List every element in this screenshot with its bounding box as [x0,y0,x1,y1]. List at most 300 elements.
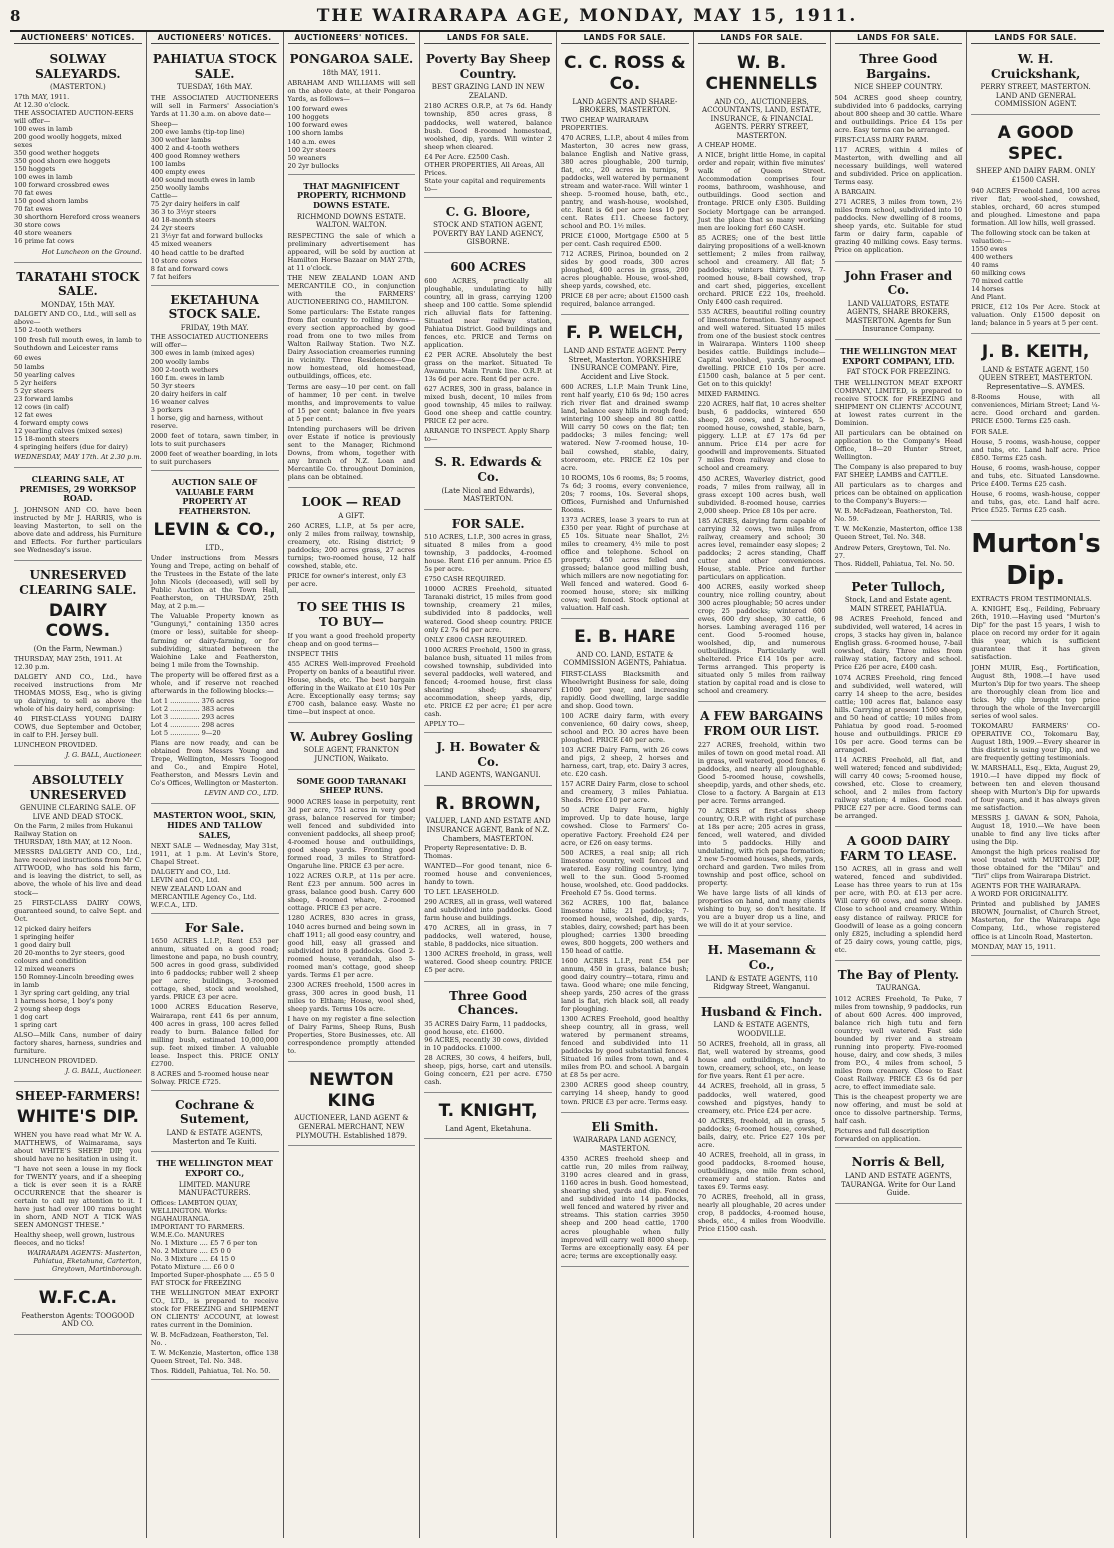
ad-heading: A GOOD SPEC. [997,122,1074,164]
ad-heading: Three Good Chances. [449,988,528,1018]
ad-subheading: (Late Nicol and Edwards), MASTERTON. [441,486,535,504]
ad-heading: PONGAROA SALE. [289,52,414,67]
advertisement [424,984,552,1094]
advertisement [424,735,552,786]
ad-text-line: 15 18-month steers [14,434,79,443]
ad-text-line: 1 harness horse, 1 boy's pony [14,996,114,1005]
ad-text-line: Terms are easy—10 per cent. on fall of hammer, 10 per cent. in twelve months, and improvements to value of 15 per cent; balance in five years at 5 per cent. [287,382,416,423]
ad-text-line: 200 good woolly hoggets, mixed sexes [14,133,122,150]
ad-text-line: MONDAY, MAY 15, 1911. [971,942,1056,951]
ad-subheading: VALUER, LAND AND ESTATE AND INSURANCE AGENT, Bank of N.Z. Chambers, MASTERTON. [425,817,551,843]
ad-subheading: PERRY STREET, MASTERTON. LAND AND GENERAL COMMISSION AGENT. [980,83,1091,109]
ad-text-line: 504 ACRES good sheep country, subdivided into 6 paddocks, carrying about 800 sheep and 30 cattle. Whare and outbuildings. Price £4 15s per acre. Easy terms can be arranged. [834,93,963,135]
ad-subheading: WAIRARAPA LAND AGENCY, MASTERTON. [573,1136,677,1153]
ad-text-line: IMPORTANT TO FARMERS. W.M.E.Co. MANURES [150,1222,245,1239]
advertisement [288,490,416,593]
ad-text-line: 1 horse, gig and harness, without reserve. [150,413,263,430]
column-header: LANDS FOR SALE. [561,33,689,44]
advertisement [288,595,416,723]
ad-text-line: £750 CASH REQUIRED. [424,575,506,584]
ad-text-line: THURSDAY, MAY 25th, 1911. At 12.30 p.m. [14,654,123,671]
ad-text-line: 35 ACRES Dairy Farm, 11 paddocks, good house, etc. £1600. [424,1019,548,1036]
advertisement [424,512,552,733]
advertisement [971,47,1100,115]
ad-text-line: 200 ewe lambs (tip-top line) [150,128,245,137]
ad-text-line: 1 3yr spring cart gelding, any trial [14,988,130,997]
ad-text-line: 220 ACRES, half flat, 10 acres shelter bush, 6 paddocks, wintered 650 sheep, 28 cows, and 2 horses, 5-roomed house, cowshed, stable, barn, piggery. L.I.P. at £7 17s 6d per annum. Price £14 per acre for goodwill and improvements. Situated 7 miles from railway and close to school and creamery. [697,400,826,473]
ad-text-line: 4350 ACRES freehold sheep and cattle run, 20 miles from railway, 3190 acres cleared and in grass, 1160 acres in bush. Good homestead, shearing shed, yards and dip. Fenced and subdivided into 14 paddocks, well fenced and watered by river and streams. This station carries 3950 sheep and 200 head cattle, 1700 acres ploughable when fully improved will carry well 8000 sheep. Terms are exceptionally easy. £4 per acre; terms are exceptionally easy. [561,1155,689,1260]
ad-subheading: GENUINE CLEARING SALE. OF LIVE AND DEAD STOCK. [19,804,136,821]
ad-text-line: 100 ewes in lamb [14,125,73,134]
ad-text-line: 23 forward lambs [14,394,73,403]
advertisement [151,1093,279,1152]
ad-text-line: 140 a.m. ewes [287,137,336,146]
ad-text-line: 150 good shorn lambs [14,197,89,206]
ad-footer: LEVIN AND CO., LTD. [204,789,279,798]
page-number: 8 [10,7,21,25]
ad-text-line: Thos. Riddell, Pahiatua, Tel. No. 50. [834,559,955,568]
ad-display-title: LEVIN & CO., [153,519,276,540]
ad-heading: MASTERTON WOOL, SKIN, HIDES AND TALLOW SALES, [153,810,276,840]
ad-text-line: 510 ACRES, L.I.P., 300 acres in grass, situated 8 miles from a good township, 3 paddocks, 4-roomed house. Rent £16 per annum. Price £5 5s per acre. [424,533,552,574]
ad-text-line: 1022 ACRES O.R.P., at 11s per acre. Rent £23 per annum. 500 acres in grass, balance good bush. Carry 600 sheep, 4-roomed whare, 2-roomed cottage. PRICE £3 per acre. [287,872,416,913]
ad-text-line: 50 yearling calves [14,370,75,379]
ad-text-line: Some particulars: The Estate ranges from flat country to rolling downs—every section approached by good road from one to two miles from Walton Railway Station. Two N.Z. Dairy Association creameries running in vicinity. Three Residences—One now homestead, old homestead, outbuildings, offices, etc. [287,308,416,381]
ad-text-line: 20 dairy heifers in calf [150,389,227,398]
ad-subheading: LAND & ESTATE AGENT, 150 QUEEN STREET, MASTERTON. Representative—S. AYMES. [978,365,1093,391]
ad-text-line: THE WELLINGTON MEAT EXPORT COMPANY, LIMITED, is prepared to receive STOCK for FREEZING and SHIPMENT ON CLIENTS' ACCOUNT, at lowest rates current in the Dominion. [834,378,963,428]
ad-text-line: If you want a good freehold property cheap and on good terms— [287,631,416,648]
ad-text-line: A WORD FOR ORIGINALITY. [971,890,1069,899]
advertisement [971,117,1100,334]
ad-text-line: WHEN you have read what Mr W. A. MATTHEWS, of Waimarama, says about WHITE'S SHEEP DIP, you should have no hesitation in using it. [14,1130,142,1163]
ad-text-line: 4 springing heifers (due for dairy) [14,442,128,451]
advertisement [698,47,826,702]
advertisement [14,265,142,468]
ad-heading: Norris & Bell, [851,1155,945,1170]
ad-text-line: 12 fat ewes [14,410,53,419]
ad-subheading: STOCK AND STATION AGENT, POVERTY BAY LAND AGENCY, GISBORNE. [432,221,544,247]
columns [10,32,1104,1538]
ad-heading: R. BROWN, [435,793,541,814]
advertisement [835,264,963,340]
advertisement [151,806,279,914]
ad-subheading: RICHMOND DOWNS ESTATE. WALTON. WALTON. [296,212,406,230]
ad-text-line: "I have not seen a louse in my flock for TWENTY years, and if a sheeping a tick is ever seen it is a RARE OCCURRENCE that the shearer is certain to call my attention to it. I have just had over 100 rams bought in shorn, AND NOT A TICK WAS SEEN AMONGST THESE." [14,1164,142,1229]
ad-heading: Murton's Dip. [971,528,1101,591]
ad-text-line: 70 fat ewes [14,189,53,198]
advertisement [14,470,142,561]
ad-text-line: 21 3½yr fat and forward bullocks [150,232,263,241]
column-header: AUCTIONEERS' NOTICES. [14,33,142,44]
ad-text-line: JOHN MUIR, Esq., Fortification, August 8th, 1908.—I have used Murton's Dip for two years. The sheep are thoroughly clean from lice and ticks. My clip brought top price through the whole of the Invercargill series of wool sales. [971,663,1100,720]
ad-text-line: Lot 3 .............. 293 acres [150,712,235,721]
ad-text-line: 1650 ACRES L.I.P., Rent £53 per annum, situated on a good road; limestone and papa, no bush country, 500 acres in good grass, subdivided into 6 paddocks; rubber well 2 sheep per acre; buildings, 3-roomed cottage, shed, stock and woolshed, yards. PRICE £3 per acre. [150,937,279,1002]
ad-text-line: AGENTS FOR THE WAIRARAPA. [971,882,1081,891]
ad-text-line: 45 mixed weaners [150,240,212,249]
ad-heading: Eli Smith. [591,1119,659,1134]
advertisement [14,563,142,766]
ad-text-line: 40 ACRES, freehold, all in grass, in good paddocks, 8-roomed house, outbuildings, one mile from school, creamery and station. Rates and taxes £9. Terms easy. [697,1150,826,1191]
ad-heading: J. B. KEITH, [981,342,1090,363]
ad-text-line: Lot 5 .............. 9—20 [150,728,221,737]
advertisement [561,317,689,619]
ad-text-line: 1373 ACRES, lease 3 years to run at £350 per year. Right of purchase at £5 10s. Situate near Shallot, 2½ miles to creamery, 4½ mile to post office and telephone. School on property. 450 acres felled and grassed; balance good milling bush, which millers are now negotiating for. Well fenced and watered. Good 6-roomed house, store; six milking cows; well fenced. Stock optional at valuation. Half cash. [561,515,689,613]
ad-subheading: LTD., [205,543,224,552]
ad-text-line: House, 6 rooms, wash-house, copper and tubs, gas, etc. Land half acre. Price £525. Terms £25 cash. [971,489,1100,514]
ad-text-line: 350 good shorn ewe hoggets [14,157,111,166]
ad-subheading: (MASTERTON.) [50,83,106,92]
ad-text-line: 16 weaner calves [150,397,209,406]
column-6 [694,32,831,1538]
ad-text-line: LUNCHEON PROVIDED. [14,740,98,749]
advertisement [424,47,552,198]
ad-heading: TARATAHI STOCK SALE. [16,269,140,299]
ad-heading: SOME GOOD TARANAKI SHEEP RUNS. [296,775,407,796]
ad-text-line: 271 ACRES, 3 miles from town, 2½ miles from school, subdivided into 10 paddocks. New dwelling of 8 rooms, sheep yards, etc. Suitable for stud farm or dairy farm, capable of grazing 40 milking cows. Easy terms. Price on application. [834,198,963,255]
ad-subheading: FAT STOCK FOR FREEZING. [846,368,951,377]
ad-text-line: 1550 ewes [971,244,1007,253]
advertisement [698,938,826,997]
ad-text-line: 100 hoggets [287,113,329,122]
advertisement [151,288,279,471]
column-8 [967,32,1104,1538]
ad-text-line: The Valuable Property known as "Gungunyi," containing 1350 acres (more or less), suitable for sheep-farming or dairy-farming, or for subdividing, situated between the Waiohine Lake and Featherston, being 1 mile from the Township. [150,612,279,669]
ad-text-line: MESSRS DALGETY AND CO., Ltd., have received instructions from Mr C. ATTWOOD, who has sold his farm, and is leaving the district, to sell, as above, the whole of his live and dead stock— [14,848,142,897]
ad-text-line: NEW ZEALAND LOAN and MERCANTILE Agency Co., Ltd. [150,884,257,901]
ad-heading: C. C. ROSS & Co. [564,53,686,94]
ad-subheading: (On the Farm, Newman.) [33,645,123,654]
ad-footer: WEDNESDAY, MAY 17th. At 2.30 p.m. [14,452,142,461]
ad-text-line: 600 ACRES, practically all ploughable, undulating to hilly country, all in grass, carrying 1200 sheep and 100 cattle. Some splendid rich alluvial flats for fattening. Situated near railway station, Pahiatua District. Good buildings and fences, etc. PRICE and Terms on application. [424,276,552,349]
ad-text-line: 290 ACRES, all in grass, well watered and subdivided into paddocks. Good farm house and buildings. [424,898,552,923]
ad-text-line: PRICE for owner's interest, only £3 per acre. [287,572,407,589]
ad-text-line: 100 ewes in lamb [14,173,73,182]
ad-text-line: 28 ACRES, 30 cows, 4 heifers, bull, sheep, pigs, horse, cart and utensils. Going concern, £21 per acre. £750 cash. [424,1053,552,1086]
ad-text-line: W. B. McFadzean, Featherston, Tel. No. . [150,1331,269,1348]
ad-subheading: FRIDAY, 19th MAY. [180,323,249,332]
ad-text-line: PRICE, £12 10s Per Acre. Stock at valuation. Only £1500 deposit on land; balance in 5 years at 5 per cent. [971,302,1100,328]
ad-text-line: DALGETY and CO., Ltd. [150,868,231,877]
ad-text-line: OTHER PROPERTIES, All Areas, All Prices. [424,160,545,177]
advertisement [288,772,416,1062]
advertisement [835,342,963,573]
ad-text-line: 20 20-months to 2yr steers, good colours and condition [14,948,125,965]
ad-text-line: T. W. McKenzie, Masterton, office 138 Queen Street, Tel. No. 348. [150,1349,279,1366]
ad-subheading: AUCTIONEER, LAND AGENT & GENERAL MERCHANT, NEW PLYMOUTH. Established 1879. [294,1114,409,1140]
ad-text-line: ONLY £800 CASH REQUIRED. [424,635,528,644]
ad-text-line: T. W. McKenzie, Masterton, office 138 Queen Street, Tel. No. 348. [834,525,963,542]
advertisement [835,1150,963,1203]
ad-text-line: 100 2yr steers [287,145,336,154]
ad-subheading: LAND AGENTS AND SHARE-BROKERS, MASTERTON. [572,97,678,115]
ad-heading: E. B. HARE [574,627,676,648]
ad-heading: The Bay of Plenty. [837,967,959,982]
ad-text-line: Amongst the high prices realised for wool treated with MURTON'S DIP, those obtained for the "Milau" and "Tiri" clips from Wairarapa District. [971,848,1100,881]
ad-text-line: 200 woolly lambs [150,357,209,366]
ad-text-line: The Company is also prepared to buy FAT SHEEP, LAMBS and CATTLE. [834,463,963,480]
ad-text-line: This is the cheapest property we are now offering, and must be sold at once to dissolve partnership. Terms, half cash. [834,1093,963,1126]
ad-text-line: 25 FIRST-CLASS DAIRY COWS, guaranteed sound, to calve Sept. and Oct. [14,898,142,923]
column-3 [284,32,421,1538]
ad-subheading: TUESDAY, 16th MAY. [176,83,253,92]
ad-subheading: LAND AND ESTATE AGENTS, TAURANGA. Write for Our Land Guide. [841,1172,956,1198]
ad-footer: WAIRARAPA AGENTS: Masterton, Pahiatua, Eketahuna, Carterton, Greytown, Martinborough. [27,1249,142,1274]
ad-text-line: 1300 ACRES Freehold, good healthy sheep country, all in grass, well watered by permanent streams, fenced and subdivided into 11 paddocks by good substantial fences. Situated 16 miles from town, and 4 miles from P.O. and school. A bargain at £8 5s per acre. [561,1015,689,1080]
ad-text-line: House, 6 rooms, wash-house, copper and tubs, etc. Situated Lansdowne. Price £400. Terms £25 cash. [971,463,1100,488]
ad-text-line: 535 ACRES, beautiful rolling country of limestone formation. Sunny aspect and well watered. Situated 15 miles from one of the busiest stock centres in Wairarapa. Winters 1100 sheep besides cattle. Buildings include—Capital woolshed, yards, 5-roomed dwelling. PRICE £10 10s per acre. £1500 cash, balance at 5 per cent. Get on to this quickly! [697,307,826,389]
ad-heading: THE WELLINGTON MEAT EXPORT COMPANY, LTD. [840,345,957,366]
ad-text-line: 60 milking cows [971,268,1026,277]
advertisement [561,621,689,1112]
ad-heading: Poverty Bay Sheep Country. [425,52,551,81]
ad-text-line: THURSDAY, 18th MAY, at 12 Noon. [14,838,133,847]
ad-text-line: MIXED FARMING. [697,390,760,399]
ad-text-line: 3 porkers [150,405,183,414]
ad-heading: CLEARING SALE, AT PREMISES, 29 WORKSOP ROAD. [19,473,137,504]
ad-text-line: FIRST-CLASS Blacksmith and Wheelwright Business for sale, doing £1000 per year, and increasing rapidly. Good dwelling, large saddle and shop. Good town. [561,669,689,711]
ad-text-line: W.F.C.A., LTD. [150,900,198,909]
ad-text-line: 1 dog cart [14,1012,49,1021]
ad-text-line: 260 ACRES, L.I.P., at 5s per acre, only 2 miles from railway, township, creamery, etc. Rising district; 9 paddocks; 200 acres grass, 27 acres turnips; two-roomed house, 12 half cowshed, stable, etc. [287,522,416,571]
ad-text-line: 400 wethers [971,252,1013,261]
ad-text-line: 470 ACRES, L.I.P., about 4 miles from Masterton, 30 acres new grass, balance English and Native grass, 380 acres ploughable, 200 turnip, flat, etc., 20 acres in turnips, 9 paddocks, well watered by permanent stream and water-race. Will winter 1 sheep. 5-roomed house, bath, etc., pantry, and wash-house, woolshed, etc. Rent is 6d per acre less 10 per cent. Rates £11. Cheese factory, school and P.O. 1½ miles. [561,133,689,231]
ad-subheading: LAND AND ESTATE AGENT. Perry Street, Masterton. YORKSHIRE INSURANCE COMPANY. Fire, Accident and Live Stock. [563,347,687,381]
column-7 [831,32,968,1538]
ad-subheading: LIMITED. MANURE MANUFACTURERS. [178,1180,251,1198]
advertisement [151,47,279,286]
ad-text-line: MESSRS J. GAVAN & SON, Pahoia, August 18, 1910.—We have been unable to find any live ticks after using the Dip. [971,814,1100,847]
newspaper-title: THE WAIRARAPA AGE, MONDAY, MAY 15, 1911. [316,6,858,26]
ad-text-line: FOR SALE. [971,427,1009,436]
advertisement [424,450,552,509]
advertisement [835,575,963,827]
ad-heading: EKETAHUNA STOCK SALE. [168,292,261,322]
ad-subheading: AND CO. LAND, ESTATE & COMMISSION AGENTS, Pahiatua. [563,650,687,668]
column-5 [557,32,694,1538]
ad-heading: ABSOLUTELY UNRESERVED [29,772,127,802]
ad-text-line: On the Farm, 2 miles from Hukanui Railway Station on [14,822,133,839]
ad-text-line: 50 ACRES, freehold, all in grass, all flat, well watered by streams, good house and outbuildings, handy to town, creamery, school, etc., on lease for five years. Rent £1 per acre. [697,1040,826,1081]
ad-subheading: Stock, Land and Estate agent. MAIN STREET, PAHIATUA. [844,596,952,613]
advertisement [14,1084,142,1280]
ad-text-line: 117 ACRES, within 4 miles of Masterton, with dwelling and all necessary buildings, well watered and subdivided. Price on application. Terms easy. [834,146,963,187]
ad-subheading: LAND & ESTATE AGENTS, WOODVILLE. [713,1021,810,1038]
ad-text-line: Andrew Peters, Greytown, Tel. No. 27. [834,543,951,560]
ad-heading: Husband & Finch. [700,1004,823,1019]
ad-heading: Peter Tulloch, [851,579,946,594]
ad-text-line: 470 ACRES, all in grass, in 7 paddocks, well watered, house, stable, 8 paddocks, nice situation. [424,924,552,949]
ad-text-line: A. KNIGHT, Esq., Feilding, February 26th, 1910.—Having used "Murton's Dip" for the past 15 years, I wish to place on record my order for it again this year, which is sufficient guarantee that it has given satisfaction. [971,605,1100,662]
ad-text-line: 100 forward crossbred ewes [14,181,110,190]
ad-text-line: TOKOMARU FARMERS' CO-OPERATIVE CO., Tokomaru Bay, August 18th, 1909.—Every shearer in this district is using your Dip, and we are frequently getting testimonials. [971,721,1100,762]
ad-text-line: 160 f.m. ewes in lamb [150,373,225,382]
ad-footer: Hot Luncheon on the Ground. [41,247,142,256]
ad-heading: FOR SALE. [451,516,525,531]
ad-heading: W. B. CHENNELLS [705,53,818,94]
ad-text-line: No. 2 Mixture .... £5 0 0 [150,1246,231,1255]
advertisement [424,788,552,982]
ad-text-line: 455 ACRES Well-improved Freehold Property on banks of a beautiful river. House, sheds, etc. The best bargain offering in the Waikato at £10 10s Per Acre. Exceptionally easy terms; say £700 cash, balance easy. Waste no time—but inspect at once. [287,659,416,716]
ad-heading: LOOK — READ [301,494,401,509]
ad-text-line: 400 2 and 4-tooth wethers [150,144,240,153]
ad-heading: H. Masemann & Co., [707,943,816,972]
ad-subheading: MONDAY, 15th MAY. [40,300,115,309]
ad-text-line: FAT STOCK for FREEZING [150,1278,242,1287]
ad-text-line: Cattle— [150,192,178,201]
ad-subheading: SOLE AGENT, FRANKTON JUNCTION, Waikato. [303,746,400,764]
ad-text-line: No. 3 Mixture .... £4 15 0 [150,1254,236,1263]
ad-text-line: 40 store weaners [14,229,72,238]
advertisement [561,1115,689,1267]
ad-heading: W.F.C.A. [38,1288,117,1309]
ad-text-line: 1000 ACRES Education Reserve, Wairarapa, rent £41 6s per annum, 400 acres in grass, 100 acres felled ready to burn. Balance felled for milling bush, estimated 10,000,000 sup. feet mixed timber. A valuable lease. Inspect this. PRICE ONLY £2700. [150,1003,279,1068]
ad-text-line: THE ASSOCIATED AUCTIONEERS will offer— [150,333,269,350]
ad-subheading: BEST GRAZING LAND IN NEW ZEALAND. [431,83,545,100]
ad-text-line: State your capital and requirements to— [424,176,546,193]
ad-heading: A FEW BARGAINS FROM OUR LIST. [700,709,824,738]
ad-text-line: 30 shorthorn Hereford cross weaners [14,213,141,222]
ad-subheading: LAND & ESTATE AGENTS, Masterton and Te Kuiti. [166,1129,263,1146]
ad-text-line: 5 2yr heifers [14,378,57,387]
ad-text-line: 400 good Romney wethers [150,152,240,161]
advertisement [835,963,963,1149]
ad-display-title: DAIRY COWS. [45,600,111,642]
ad-text-line: £4 Per Acre. £2500 Cash. [424,152,510,161]
ad-text-line: 450 ACRES, Waverley district, good roads, 7 miles from railway, all in grass except 100 acres bush, well subdivided. 8-roomed house, carries 2,000 sheep. Price £8 10s per acre. [697,474,826,515]
advertisement [835,47,963,261]
ad-text-line: 1000 ACRES Freehold, 1500 in grass, balance bush, situated 11 miles from cowshed township, subdivided into several paddocks, well watered, and fenced; 4-roomed house, first class shearing shed; shearers' accommodation, sheep yards, dip, etc. PRICE £2 per acre; £1 per acre cash. [424,645,552,718]
ad-text-line: 50 3yr steers [150,381,195,390]
advertisement [151,1154,279,1380]
ad-text-line: 10 store cows [150,256,198,265]
advertisement [835,829,963,961]
ad-text-line: 40 FIRST-CLASS YOUNG DAIRY COWS, due September and October, in calf to P.H. Jersey bull. [14,714,142,739]
ad-text-line: LEVIN and CO., Ltd. [150,876,220,885]
ad-heading: F. P. WELCH, [566,323,684,344]
ad-text-line: At 12.30 o'clock. [14,100,70,109]
ad-text-line: 30 store cows [14,221,61,230]
ad-text-line: 350 good wether hoggets [14,149,100,158]
ad-heading: C. G. Bloore, [445,204,531,219]
ad-text-line: 40 head cattle to be drafted [150,248,245,257]
ad-subheading: Featherston Agents: TOOGOOD AND CO. [21,1311,135,1329]
column-header: AUCTIONEERS' NOTICES. [288,33,416,44]
ad-text-line: 12 cows (in calf) [14,402,70,411]
ad-subheading: AND CO., AUCTIONEERS, ACCOUNTANTS, LAND, ESTATE, INSURANCE, & FINANCIAL AGENTS. PERRY STREET, MASTERTON. [702,97,822,140]
ad-text-line: 250 woolly lambs [150,184,209,193]
ad-text-line: 362 ACRES, 100 flat, balance limestone hills; 21 paddocks; 7-roomed house, woolshed, dip, yards, stables, dairy, cowshed; part has been ploughed; carries 1300 breeding ewes, 800 hoggets, 200 wethers and 150 head of cattle. [561,898,689,955]
ad-text-line: A NICE, bright little Home, in capital order and repair, within five minutes' walk of Queen Street. Accommodation comprises four rooms, bathroom, washhouse, and outbuildings. Good section and frontage. PRICE only £305. Building Society Mortgage can be arranged. Just the place that so many working men are looking for! £60 CASH. [697,151,826,232]
ad-heading: T. KNIGHT, [438,1101,538,1121]
ad-text-line: 300 ewes in lamb (mixed ages) [150,349,255,358]
ad-text-line: 60 ewes [14,354,42,363]
ad-text-line: Potato Mixture .... £6 0 0 [150,1262,235,1271]
ad-text-line: INSPECT THIS [287,649,339,658]
advertisement [698,704,826,936]
ad-heading: 600 ACRES [450,260,527,275]
ad-text-line: PRICE £8 per acre; about £1500 cash required, balance arranged. [561,292,689,309]
ad-text-line: 400 sound mouth ewes in lamb [150,176,255,185]
ad-text-line: Plans are now ready, and can be obtained from Messrs Young and Trepe, Wellington, Messrs Toogood and Co., and Empire Hotel, Featherston, and Messrs Levin and Co's Offices, Wellington or Masterton. [150,738,279,788]
ad-text-line: 40 ACRES, freehold, all in grass, 5 paddocks; 6-roomed house, cowshed, bails, dairy, etc. Price £27 10s per acre. [697,1116,826,1149]
ad-text-line: 50 weaners [287,153,327,162]
ad-text-line: 600 ACRES, L.I.P. Main Trunk Line, rent half yearly, £10 6s 9d; 150 acres rich river flat and drained swamp land, balance easy hills in rough feed; wintering 100 sheep and 80 cattle. Will carry 50 cows on the flat; ten paddocks; 3 miles fencing; well watered. New 7-roomed house, 10-bail cowshed, stable, dairy, storeroom, etc. PRICE £2 10s per acre. [561,383,689,472]
ad-text-line: DALGETY AND CO., Ltd., will sell as above— [14,310,137,327]
ad-text-line: THE ASSOCIATED AUCTIONEERS will sell in Farmers' Association's Yards at 11.30 a.m. on above date— [150,93,279,118]
ad-text-line: 100 forward ewes [287,121,348,130]
ad-text-line: 300 wether lambs [150,136,211,145]
ad-text-line: 400 empty ewes [150,168,206,177]
ad-subheading: LAND AGENTS, WANGANUI. [435,771,541,780]
ad-text-line: 36 3 to 3½yr steers [150,208,217,217]
ad-text-line: Imported Super-phosphate .... £5 5 0 [150,1270,275,1279]
ad-text-line: 12 mixed weaners [14,964,75,973]
ad-heading: SHEEP-FARMERS! [15,1089,141,1104]
ad-text-line: 10 ROOMS, 10s 6 rooms, 8s; 5 rooms, 7s 6d; 3 rooms, every convenience, 20s; 7 rooms, 10s. Several shops, Offices, Furnished and Unfurnished Rooms. [561,473,689,514]
ad-text-line: TO LET. LEASEHOLD. [424,888,499,897]
ad-text-line: Printed and published by JAMES BROWN, Journalist, of Church Street, Masterton, for the Wairarapa Age Company, Ltd., whose registered office is at Lincoln Road, Masterton. [971,900,1100,941]
ad-text-line: 100 shorn lambs [287,129,344,138]
column-header: LANDS FOR SALE. [698,33,826,44]
ad-heading: For Sale. [185,920,245,935]
ad-subheading: TAURANGA. [876,984,921,993]
ad-text-line: 8 ACRES and 5-roomed house near Solway. PRICE £725. [150,1069,269,1086]
ad-text-line: LUNCHEON PROVIDED. [14,1057,98,1066]
ad-text-line: A BARGAIN. [834,188,877,197]
ad-heading: Three Good Bargains. [859,52,938,81]
ad-text-line: The following stock can be taken at valuation:— [971,228,1091,245]
ad-text-line: 227 ACRES, freehold, within two miles of town on good metal road. All in grass, well watered, good fences, 6 paddocks, and nearly all ploughable. Good 5-roomed house, cowshells, sheepdip, yards, and other sheds, etc. Close to a factory. A Bargain at £13 per acre. Terms arranged. [697,740,826,805]
column-4 [420,32,557,1538]
ad-subheading: LAND & ESTATE AGENTS, 110 Ridgway Street, Wanganui. [705,974,818,992]
advertisement [151,473,279,804]
ad-footer: J. G. BALL, Auctioneer. [65,1067,142,1076]
ad-text-line: All particulars as to charges and prices can be obtained on application to the Company's Buyers:— [834,481,963,506]
ad-text-line: A CHEAP HOME. [697,141,757,150]
ad-text-line: 150 Romney-Lincoln breeding ewes in lamb [14,972,134,989]
ad-text-line: £2 PER ACRE. Absolutely the best grass on the market. Situated Te Awamutu. Main Trunk line. O.R.P. at 13s 6d per acre. Rent 6d per acre. [424,350,552,384]
ad-text-line: 20 2yr bullocks [287,161,339,170]
ad-text-line: 150 ACRES, all in grass and well watered, fenced and subdivided. Lease has three years to run at 15s per acre, with P.O. at £13 per acre. Will carry 60 cows, and some sheep. Close to school and creamery. Within easy distance of railway. PRICE for Goodwill of lease as a going concern only £825, including a splendid herd of 25 dairy cows, young cattle, pigs, etc. [834,865,963,954]
ad-subheading: NICE SHEEP COUNTRY. [854,83,943,92]
ad-heading: AUCTION SALE OF VALUABLE FARM PROPERTY AT FEATHERSTON. [171,476,258,517]
ad-text-line: And Plant. [971,292,1007,301]
ad-text-line: Lot 1 .............. 376 acres [150,696,235,705]
column-header: LANDS FOR SALE. [424,33,552,44]
ad-footer: J. G. BALL, Auctioneer. [65,750,142,759]
ad-text-line: 12 picked dairy heifers [14,924,92,933]
ad-text-line: 85 ACRES; one of the best little dairying propositions of a well-known settlement; 2 miles from railway, school and creamery. All flat; 5 paddocks; winters thirty cows, 7-roomed house, 8-bail cowshed, trap and cart shed, piggeries, excellent orchard. PRICE £22 10s, freehold. Only £400 cash required. [697,233,826,306]
ad-text-line: 70 fat ewes [14,205,53,214]
ad-text-line: 400 ACRES, easily worked sheep country, nice rolling country, about 300 acres ploughable; 50 acres under crop; 25 paddocks; wintered 600 ewes, 600 dry sheep, 30 cattle, 6 horses. Lambing averaged 116 per cent. Good 5-roomed house, woolshed, dip, and numerous outbuildings. Particularly well sheltered. Price £14 10s per acre. Terms arranged. This property is situated only 5 miles from railway station by capital road and is close to school and creamery. [697,582,826,696]
ad-text-line: 1 spring cart [14,1021,58,1030]
ad-text-line: 8 fat and forward cows [150,264,228,273]
ad-text-line: 96 ACRES, recently 30 cows, divided in 10 paddocks. £1000. [424,1035,549,1052]
ad-text-line: House, 5 rooms, wash-house, copper and tubs, etc. Land half acre. Price £850. Terms £25 cash. [971,437,1100,462]
ad-text-line: 1600 ACRES L.I.P., rent £54 per annum, 450 in grass, balance bush; good dairy country—totara, rimu and tawa. Good whare; one mile fencing, sheep yards, 250 acres of the grass land is flat, rich black soil, all ready for ploughing. [561,956,689,1014]
ad-text-line: THE NEW ZEALAND LOAN AND MERCANTILE CO., in conjunction with the FARMERS' AUCTIONEERING CO., HAMILTON. [287,274,416,307]
ad-text-line: 1074 ACRES Freehold, ring fenced and subdivided, well watered, will carry 14 sheep to the acre, besides cattle; 100 acres flat, balance easy hills. Carrying at present 1500 sheep, and 50 head of cattle; 10 miles from Pahiatua by good road. 5-roomed house and outbuildings. PRICE £9 10s per acre. Good terms can be arranged. [834,673,963,754]
advertisement [14,1282,142,1335]
column-1 [10,32,147,1538]
masthead [10,6,1104,32]
advertisement [151,916,279,1091]
column-header: LANDS FOR SALE. [835,33,963,44]
ad-text-line: 70 mixed cattle [971,276,1023,285]
ad-text-line: THE WELLINGTON MEAT EXPORT CO., LTD., is prepared to receive stock for FREEZING and SHIPMENT ON CLIENTS' ACCOUNT, at lowest rates current in the Dominion. [150,1289,279,1330]
ad-text-line: 1 springing heifer [14,932,75,941]
